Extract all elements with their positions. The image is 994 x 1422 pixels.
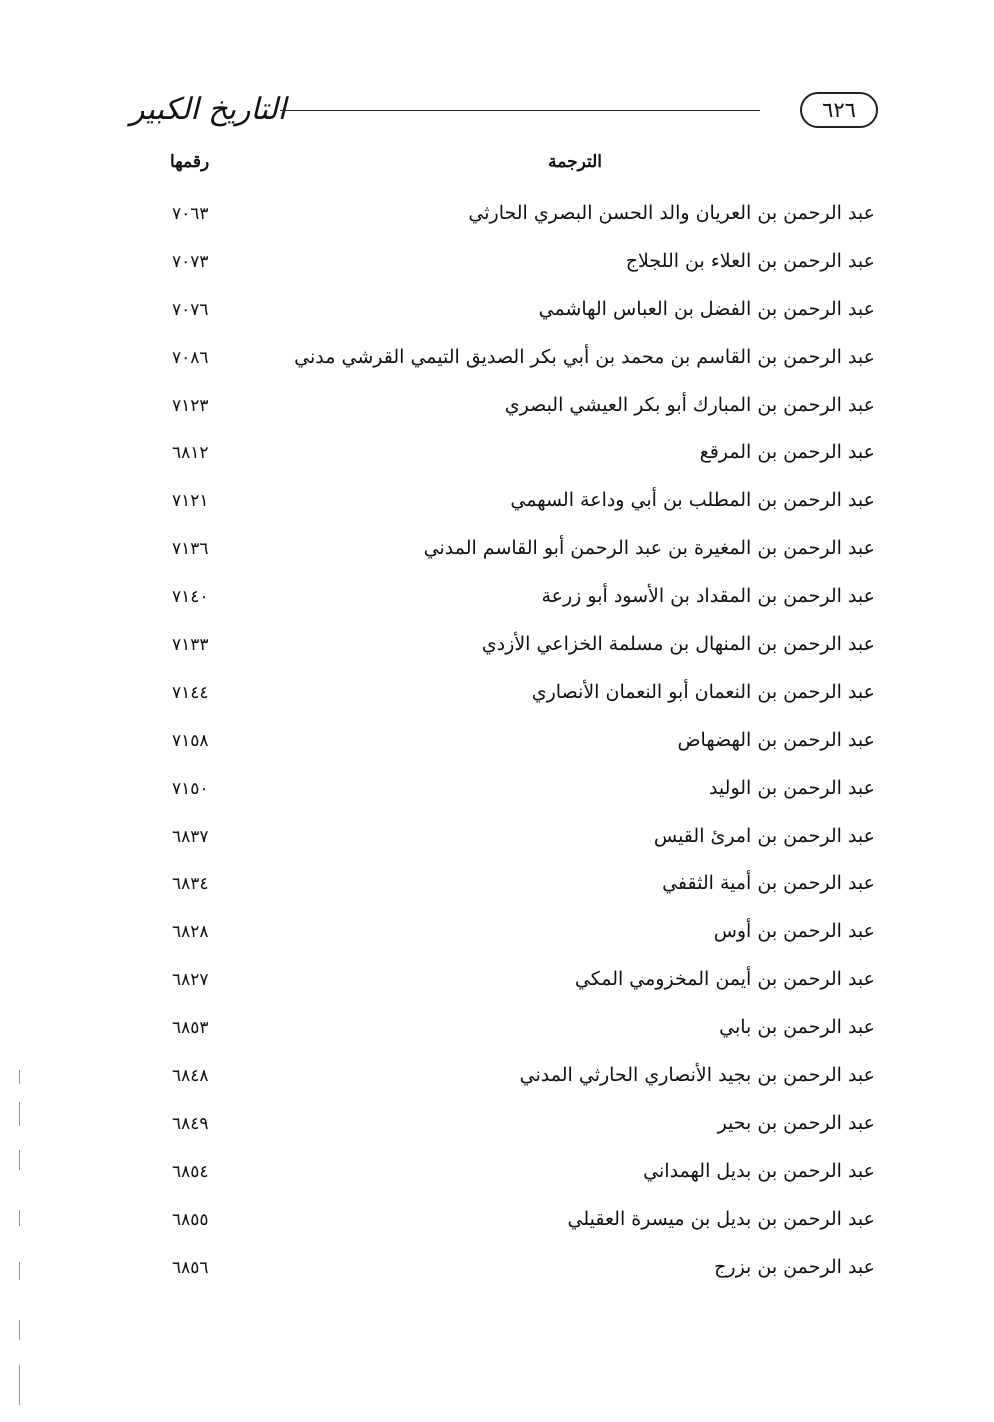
scan-edge-mark <box>19 1070 20 1084</box>
index-table <box>150 196 875 1297</box>
entry-name: عبد الرحمن بن بديل بن ميسرة العقيلي <box>567 1207 875 1230</box>
scan-edge-mark <box>19 1320 20 1340</box>
entry-name: عبد الرحمن بن أوس <box>713 920 875 943</box>
table-row <box>150 866 875 914</box>
entry-number: ٦٨٥٣ <box>172 1018 209 1039</box>
entry-name: عبد الرحمن بن بديل الهمداني <box>643 1159 875 1182</box>
column-header-number: رقمها <box>170 152 210 172</box>
book-title: التاريخ الكبير <box>130 92 287 127</box>
table-row <box>150 579 875 627</box>
page-number: ٦٢٦ <box>822 98 856 122</box>
table-row <box>150 675 875 723</box>
entry-number: ٧١٣٦ <box>172 539 209 560</box>
entry-name: عبد الرحمن بن بزرج <box>714 1255 875 1278</box>
entry-name: عبد الرحمن بن المنهال بن مسلمة الخزاعي الأزدي <box>481 633 875 656</box>
table-row <box>150 1010 875 1058</box>
column-header-name: الترجمة <box>548 152 602 172</box>
entry-number: ٦٨٢٨ <box>172 922 209 943</box>
entry-name: عبد الرحمن بن أيمن المخزومي المكي <box>574 968 875 991</box>
entry-name: عبد الرحمن بن المبارك أبو بكر العيشي البصري <box>504 393 875 416</box>
table-row <box>150 388 875 436</box>
entry-number: ٧١٥٨ <box>172 730 209 751</box>
entry-number: ٦٨٤٩ <box>172 1113 209 1134</box>
scan-edge-mark <box>19 1102 20 1126</box>
table-row <box>150 244 875 292</box>
table-row <box>150 962 875 1010</box>
entry-name: عبد الرحمن بن الفضل بن العباس الهاشمي <box>538 297 875 320</box>
entry-name: عبد الرحمن بن بجيد الأنصاري الحارثي المدني <box>519 1064 875 1087</box>
entry-name: عبد الرحمن بن المقداد بن الأسود أبو زرعة <box>541 585 875 608</box>
table-row <box>150 1202 875 1250</box>
scan-edge-mark <box>19 1210 20 1226</box>
entry-number: ٧١٣٣ <box>172 635 209 656</box>
table-row <box>150 1058 875 1106</box>
entry-number: ٧١٤٤ <box>172 682 209 703</box>
scan-edge-mark <box>19 1365 20 1405</box>
entry-number: ٦٨٣٧ <box>172 826 209 847</box>
entry-number: ٧٠٦٣ <box>172 204 209 224</box>
entry-name: عبد الرحمن بن أمية الثقفي <box>662 872 875 895</box>
table-row <box>150 627 875 675</box>
table-row <box>150 531 875 579</box>
entry-name: عبد الرحمن بن امرئ القيس <box>653 824 875 847</box>
entry-number: ٧١٥٠ <box>172 778 209 799</box>
entry-name: عبد الرحمن بن بابي <box>719 1016 875 1039</box>
table-row <box>150 914 875 962</box>
entry-number: ٧١٢١ <box>172 491 209 512</box>
entry-number: ٧٠٧٦ <box>172 299 209 320</box>
table-row <box>150 1106 875 1154</box>
entry-name: عبد الرحمن بن بحير <box>717 1111 875 1134</box>
entry-name: عبد الرحمن بن العلاء بن اللجلاج <box>625 249 875 272</box>
entry-number: ٧١٤٠ <box>172 587 209 608</box>
table-row <box>150 771 875 819</box>
table-row <box>150 196 875 244</box>
entry-name: عبد الرحمن بن العريان والد الحسن البصري الحارثي <box>468 202 875 224</box>
table-row <box>150 819 875 867</box>
table-row <box>150 1250 875 1298</box>
scan-edge-mark <box>19 1262 20 1280</box>
table-row <box>150 723 875 771</box>
entry-number: ٧٠٨٦ <box>172 347 209 368</box>
entry-number: ٦٨٥٥ <box>172 1209 209 1230</box>
table-row <box>150 1154 875 1202</box>
entry-name: عبد الرحمن بن النعمان أبو النعمان الأنصاري <box>531 680 875 703</box>
entry-name: عبد الرحمن بن القاسم بن محمد بن أبي بكر الصديق التيمي القرشي مدني <box>294 345 875 368</box>
scan-edge-mark <box>19 1150 20 1170</box>
entry-number: ٦٨٤٨ <box>172 1066 209 1087</box>
header-divider <box>280 110 760 111</box>
entry-name: عبد الرحمن بن الوليد <box>708 776 875 799</box>
entry-name: عبد الرحمن بن المطلب بن أبي وداعة السهمي <box>510 489 875 512</box>
entry-number: ٦٨٥٤ <box>172 1161 209 1182</box>
entry-name: عبد الرحمن بن المرقع <box>699 441 875 464</box>
entry-number: ٦٨١٢ <box>172 443 209 464</box>
table-row <box>150 340 875 388</box>
entry-name: عبد الرحمن بن المغيرة بن عبد الرحمن أبو القاسم المدني <box>423 537 875 560</box>
table-row <box>150 435 875 483</box>
entry-number: ٦٨٣٤ <box>172 874 209 895</box>
entry-number: ٦٨٢٧ <box>172 970 209 991</box>
page-header <box>130 86 878 136</box>
entry-number: ٧١٢٣ <box>172 395 209 416</box>
page-number-cartouche <box>800 92 878 128</box>
table-row <box>150 292 875 340</box>
entry-number: ٧٠٧٣ <box>172 251 209 272</box>
entry-name: عبد الرحمن بن الهضهاض <box>677 728 875 751</box>
table-row <box>150 483 875 531</box>
entry-number: ٦٨٥٦ <box>172 1257 209 1278</box>
